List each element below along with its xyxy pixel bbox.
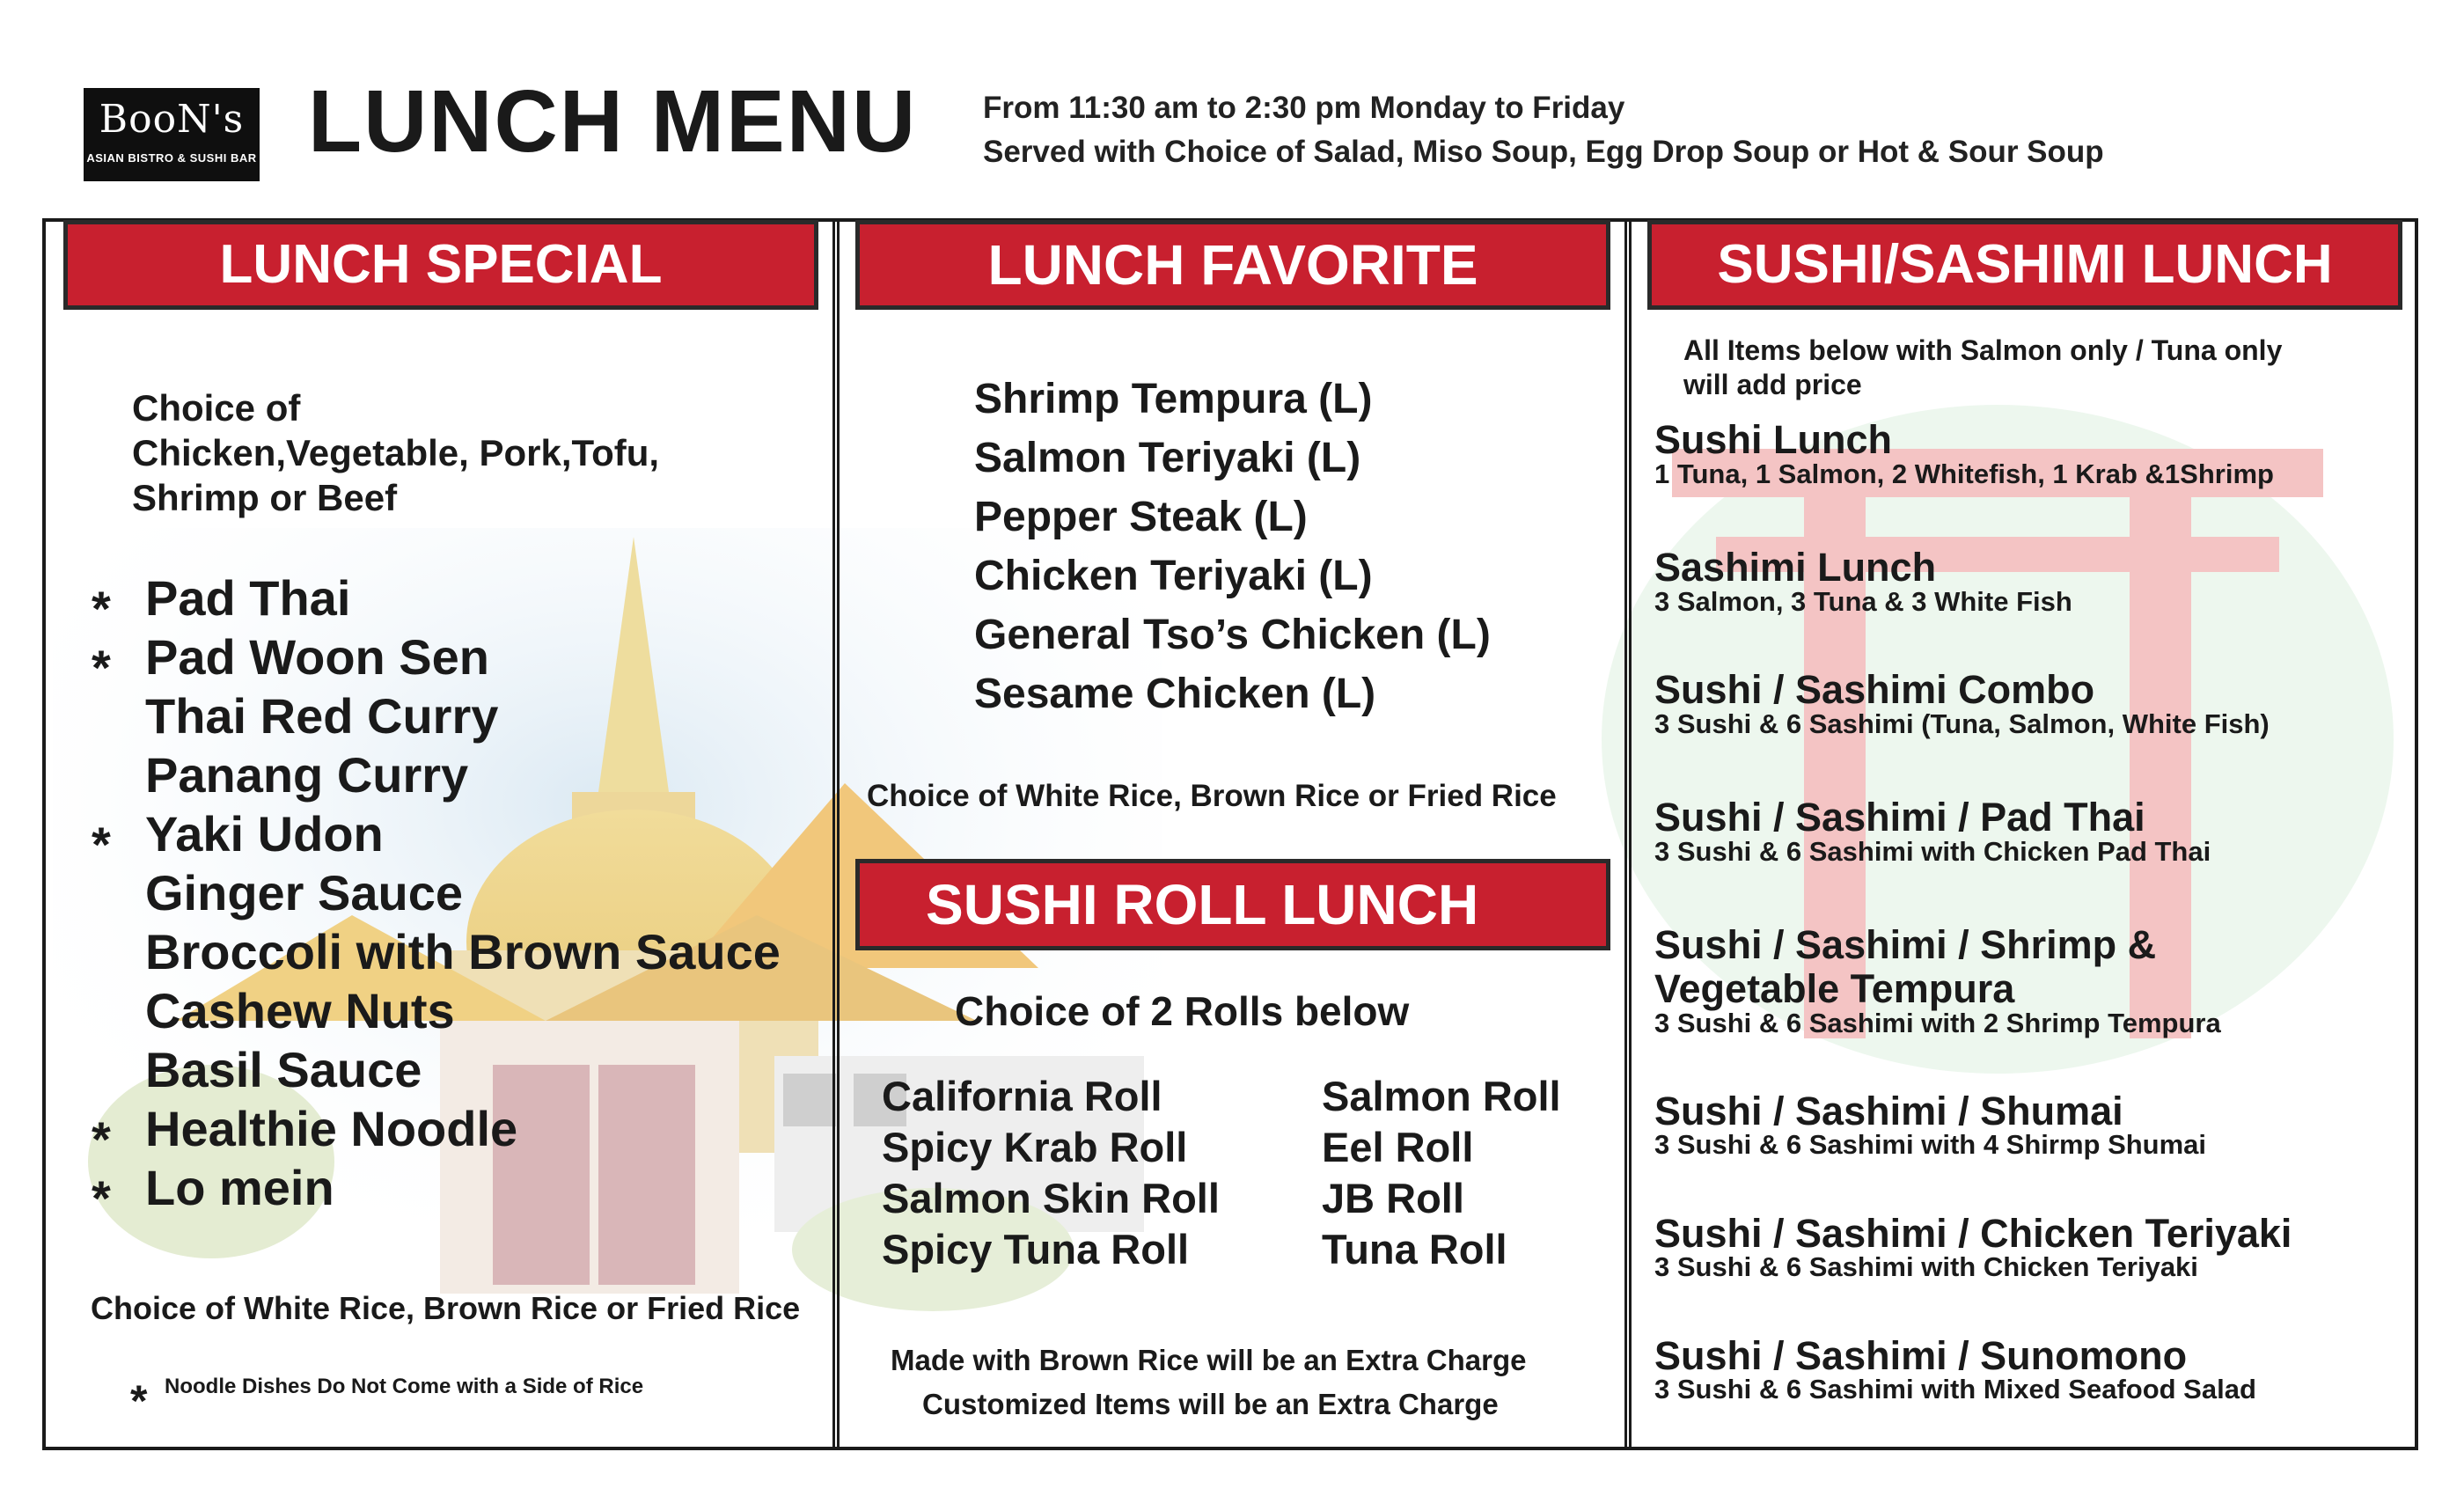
sushi-item-name: Sushi / Sashimi Combo	[1654, 667, 2095, 712]
sushi-item-name: Sushi / Sashimi / Sunomono	[1654, 1333, 2188, 1378]
noodle-footnote: Noodle Dishes Do Not Come with a Side of Rice	[165, 1375, 644, 1398]
sushi-item-name: Sushi / Sashimi / Shrimp &	[1654, 922, 2157, 967]
column-divider	[1624, 218, 1632, 1450]
restaurant-logo	[84, 88, 260, 181]
dish-item: Pad Thai	[145, 570, 351, 626]
protein-choice-line: Shrimp or Beef	[132, 477, 398, 518]
dish-item: Broccoli with Brown Sauce	[145, 924, 781, 979]
sushi-item-desc: 1 Tuna, 1 Salmon, 2 Whitefish, 1 Krab &1Shrimp	[1654, 458, 2274, 489]
roll-item: Tuna Roll	[1322, 1226, 1507, 1272]
roll-item: Salmon Skin Roll	[882, 1175, 1220, 1221]
roll-item: JB Roll	[1322, 1175, 1464, 1221]
dish-item: Lo mein	[145, 1160, 334, 1215]
sushi-item-name: Sushi / Sashimi / Pad Thai	[1654, 795, 2145, 840]
brown-rice-note: Made with Brown Rice will be an Extra Charge	[891, 1344, 1527, 1376]
customized-note: Customized Items will be an Extra Charge	[922, 1388, 1499, 1420]
logo-name: BooN's	[99, 97, 245, 142]
sushi-item-name: Sushi / Sashimi / Chicken Teriyaki	[1654, 1211, 2292, 1256]
favorite-item: Salmon Teriyaki (L)	[974, 435, 1361, 481]
sushi-item-desc: 3 Sushi & 6 Sashimi with Chicken Pad Thai	[1654, 836, 2211, 867]
dish-item: Pad Woon Sen	[145, 629, 489, 685]
price-note: will add price	[1683, 369, 1862, 400]
sushi-item-name: Sushi Lunch	[1654, 417, 1892, 462]
roll-item: California Roll	[882, 1073, 1162, 1119]
footnote-star: *	[130, 1376, 148, 1426]
noodle-star: *	[92, 1170, 111, 1226]
sushi-item-desc: 3 Sushi & 6 Sashimi with Chicken Teriyaki	[1654, 1251, 2198, 1282]
column-divider	[832, 218, 840, 1450]
sushi-sashimi-lunch-banner: SUSHI/SASHIMI LUNCH	[1647, 220, 2402, 310]
special-rice-note: Choice of White Rice, Brown Rice or Fried Rice	[91, 1290, 801, 1326]
roll-item: Spicy Krab Roll	[882, 1124, 1188, 1170]
sushi-item-desc: 3 Sushi & 6 Sashimi with 4 Shirmp Shumai	[1654, 1129, 2207, 1160]
sushi-item-desc: 3 Sushi & 6 Sashimi (Tuna, Salmon, White Fish)	[1654, 708, 2270, 739]
noodle-star: *	[92, 1111, 111, 1167]
dish-item: Thai Red Curry	[145, 688, 499, 744]
logo-tagline: ASIAN BISTRO & SUSHI BAR	[86, 151, 257, 165]
sushi-item-name: Sushi / Sashimi / Shumai	[1654, 1089, 2123, 1133]
dish-item: Panang Curry	[145, 747, 469, 803]
noodle-star: *	[92, 640, 111, 695]
protein-choice-line: Chicken,Vegetable, Pork,Tofu,	[132, 432, 660, 473]
sushi-item-name: Sashimi Lunch	[1654, 545, 1937, 590]
noodle-star: *	[92, 581, 111, 636]
favorite-item: General Tso’s Chicken (L)	[974, 612, 1491, 658]
sushi-item-desc: 3 Sushi & 6 Sashimi with Mixed Seafood Salad	[1654, 1374, 2256, 1404]
dish-item: Cashew Nuts	[145, 983, 455, 1038]
dish-item: Healthie Noodle	[145, 1101, 518, 1156]
favorite-rice-note: Choice of White Rice, Brown Rice or Fried Rice	[867, 779, 1557, 813]
sushi-item-desc: 3 Sushi & 6 Sashimi with 2 Shrimp Tempura	[1654, 1008, 2221, 1038]
dish-item: Basil Sauce	[145, 1042, 422, 1097]
noodle-star: *	[92, 817, 111, 872]
roll-item: Eel Roll	[1322, 1124, 1474, 1170]
roll-item: Salmon Roll	[1322, 1073, 1561, 1119]
price-note: All Items below with Salmon only / Tuna only	[1683, 334, 2283, 366]
lunch-special-banner: LUNCH SPECIAL	[63, 220, 818, 310]
hours-text: From 11:30 am to 2:30 pm Monday to Friday	[983, 91, 1625, 125]
favorite-item: Sesame Chicken (L)	[974, 671, 1376, 717]
sushi-item-name-cont: Vegetable Tempura	[1654, 966, 2015, 1011]
favorite-item: Chicken Teriyaki (L)	[974, 553, 1373, 599]
served-with-text: Served with Choice of Salad, Miso Soup, Egg Drop Soup or Hot & Sour Soup	[983, 135, 2104, 169]
favorite-item: Shrimp Tempura (L)	[974, 376, 1373, 422]
lunch-favorite-banner: LUNCH FAVORITE	[855, 220, 1610, 310]
dish-item: Yaki Udon	[145, 806, 384, 862]
dish-item: Ginger Sauce	[145, 865, 464, 920]
protein-choice-line: Choice of	[132, 387, 301, 429]
sushi-roll-lunch-banner: SUSHI ROLL LUNCH	[855, 859, 1610, 950]
sushi-item-desc: 3 Salmon, 3 Tuna & 3 White Fish	[1654, 586, 2072, 617]
page-title: LUNCH MENU	[308, 72, 918, 171]
roll-choice-subtitle: Choice of 2 Rolls below	[955, 988, 1410, 1034]
favorite-item: Pepper Steak (L)	[974, 494, 1308, 540]
roll-item: Spicy Tuna Roll	[882, 1226, 1190, 1272]
